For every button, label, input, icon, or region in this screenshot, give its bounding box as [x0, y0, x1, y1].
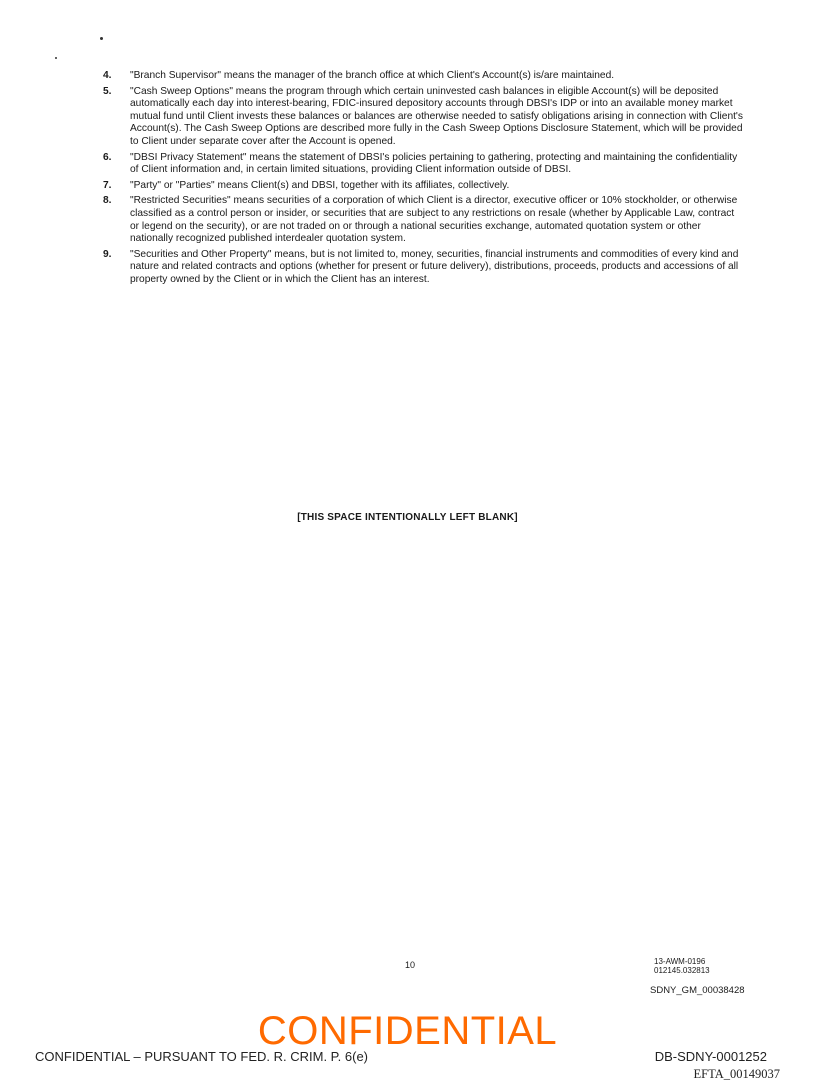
document-code: [654, 957, 710, 975]
footer-bates-db: DB-SDNY-0001252: [654, 1049, 767, 1064]
footer-confidentiality-notice: CONFIDENTIAL – PURSUANT TO FED. R. CRIM. P. 6(e): [35, 1049, 369, 1064]
definition-number: 5.: [103, 85, 112, 97]
definition-number: 6.: [103, 151, 112, 163]
definition-number: 7.: [103, 179, 112, 191]
definition-text: "Securities and Other Property" means, but is not limited to, money, securities, financial instruments and commodities of every kind and nature and related contracts and options (whether for present or future delivery), distributions, proceeds, products and accessions of all property owned by the Client or in which the Client has an interest.: [130, 248, 739, 285]
scan-speck: [55, 57, 57, 59]
definition-text: "Party" or "Parties" means Client(s) and DBSI, together with its affiliates, collectively.: [130, 179, 510, 191]
definition-text: "Branch Supervisor" means the manager of the branch office at which Client's Account(s) is/are maintained.: [130, 70, 615, 81]
document-code-line: 13-AWM-0196: [654, 957, 706, 966]
definition-item: [103, 195, 743, 245]
footer-bates-efta: EFTA_00149037: [693, 1067, 780, 1081]
definition-item: [103, 86, 743, 149]
definition-text: "Restricted Securities" means securities of a corporation of which Client is a director, executive officer or 10% stockholder, or otherwise classified as a control person or insider, or securities that are subject to any restrictions on resale (whether by Applicable Law, contract or legend on the security), or are not traded on or through a national securities exchange, automated quotation system or other nationally recognized published interdealer quotation system.: [130, 195, 738, 245]
definition-number: 4.: [103, 70, 112, 81]
definition-text: "DBSI Privacy Statement" means the statement of DBSI's policies pertaining to gathering, protecting and maintaining the confidentiality of Client information and, in certain limited situations, providing Client information outside of DBSI.: [130, 151, 738, 176]
definition-item: [103, 70, 743, 83]
document-code-line: 012145.032813: [654, 966, 710, 975]
confidential-stamp: CONFIDENTIAL: [257, 1009, 558, 1053]
scan-speck: [100, 37, 103, 40]
page-number: 10: [404, 960, 415, 970]
definition-number: 9.: [103, 248, 112, 260]
definition-text: "Cash Sweep Options" means the program through which certain uninvested cash balances in eligible Account(s) will be deposited automatically each day into interest-bearing, FDIC-insured depository accounts through DBSI's IDP or into an available money market mutual fund until Client invests these balances or balances are otherwise needed to satisfy obligations arising in connection with Client's Account(s). The Cash Sweep Options are described more fully in the Cash Sweep Options Disclosure Statement, which will be provided to Client under separate cover after the Account is opened.: [130, 85, 743, 147]
definition-item: [103, 180, 743, 193]
definition-number: 8.: [103, 195, 112, 207]
definition-item: [103, 249, 743, 287]
bates-number: SDNY_GM_00038428: [650, 985, 745, 996]
definition-item: [103, 152, 743, 177]
definitions-list: [103, 70, 743, 290]
blank-space-notice: [THIS SPACE INTENTIONALLY LEFT BLANK]: [297, 512, 518, 523]
